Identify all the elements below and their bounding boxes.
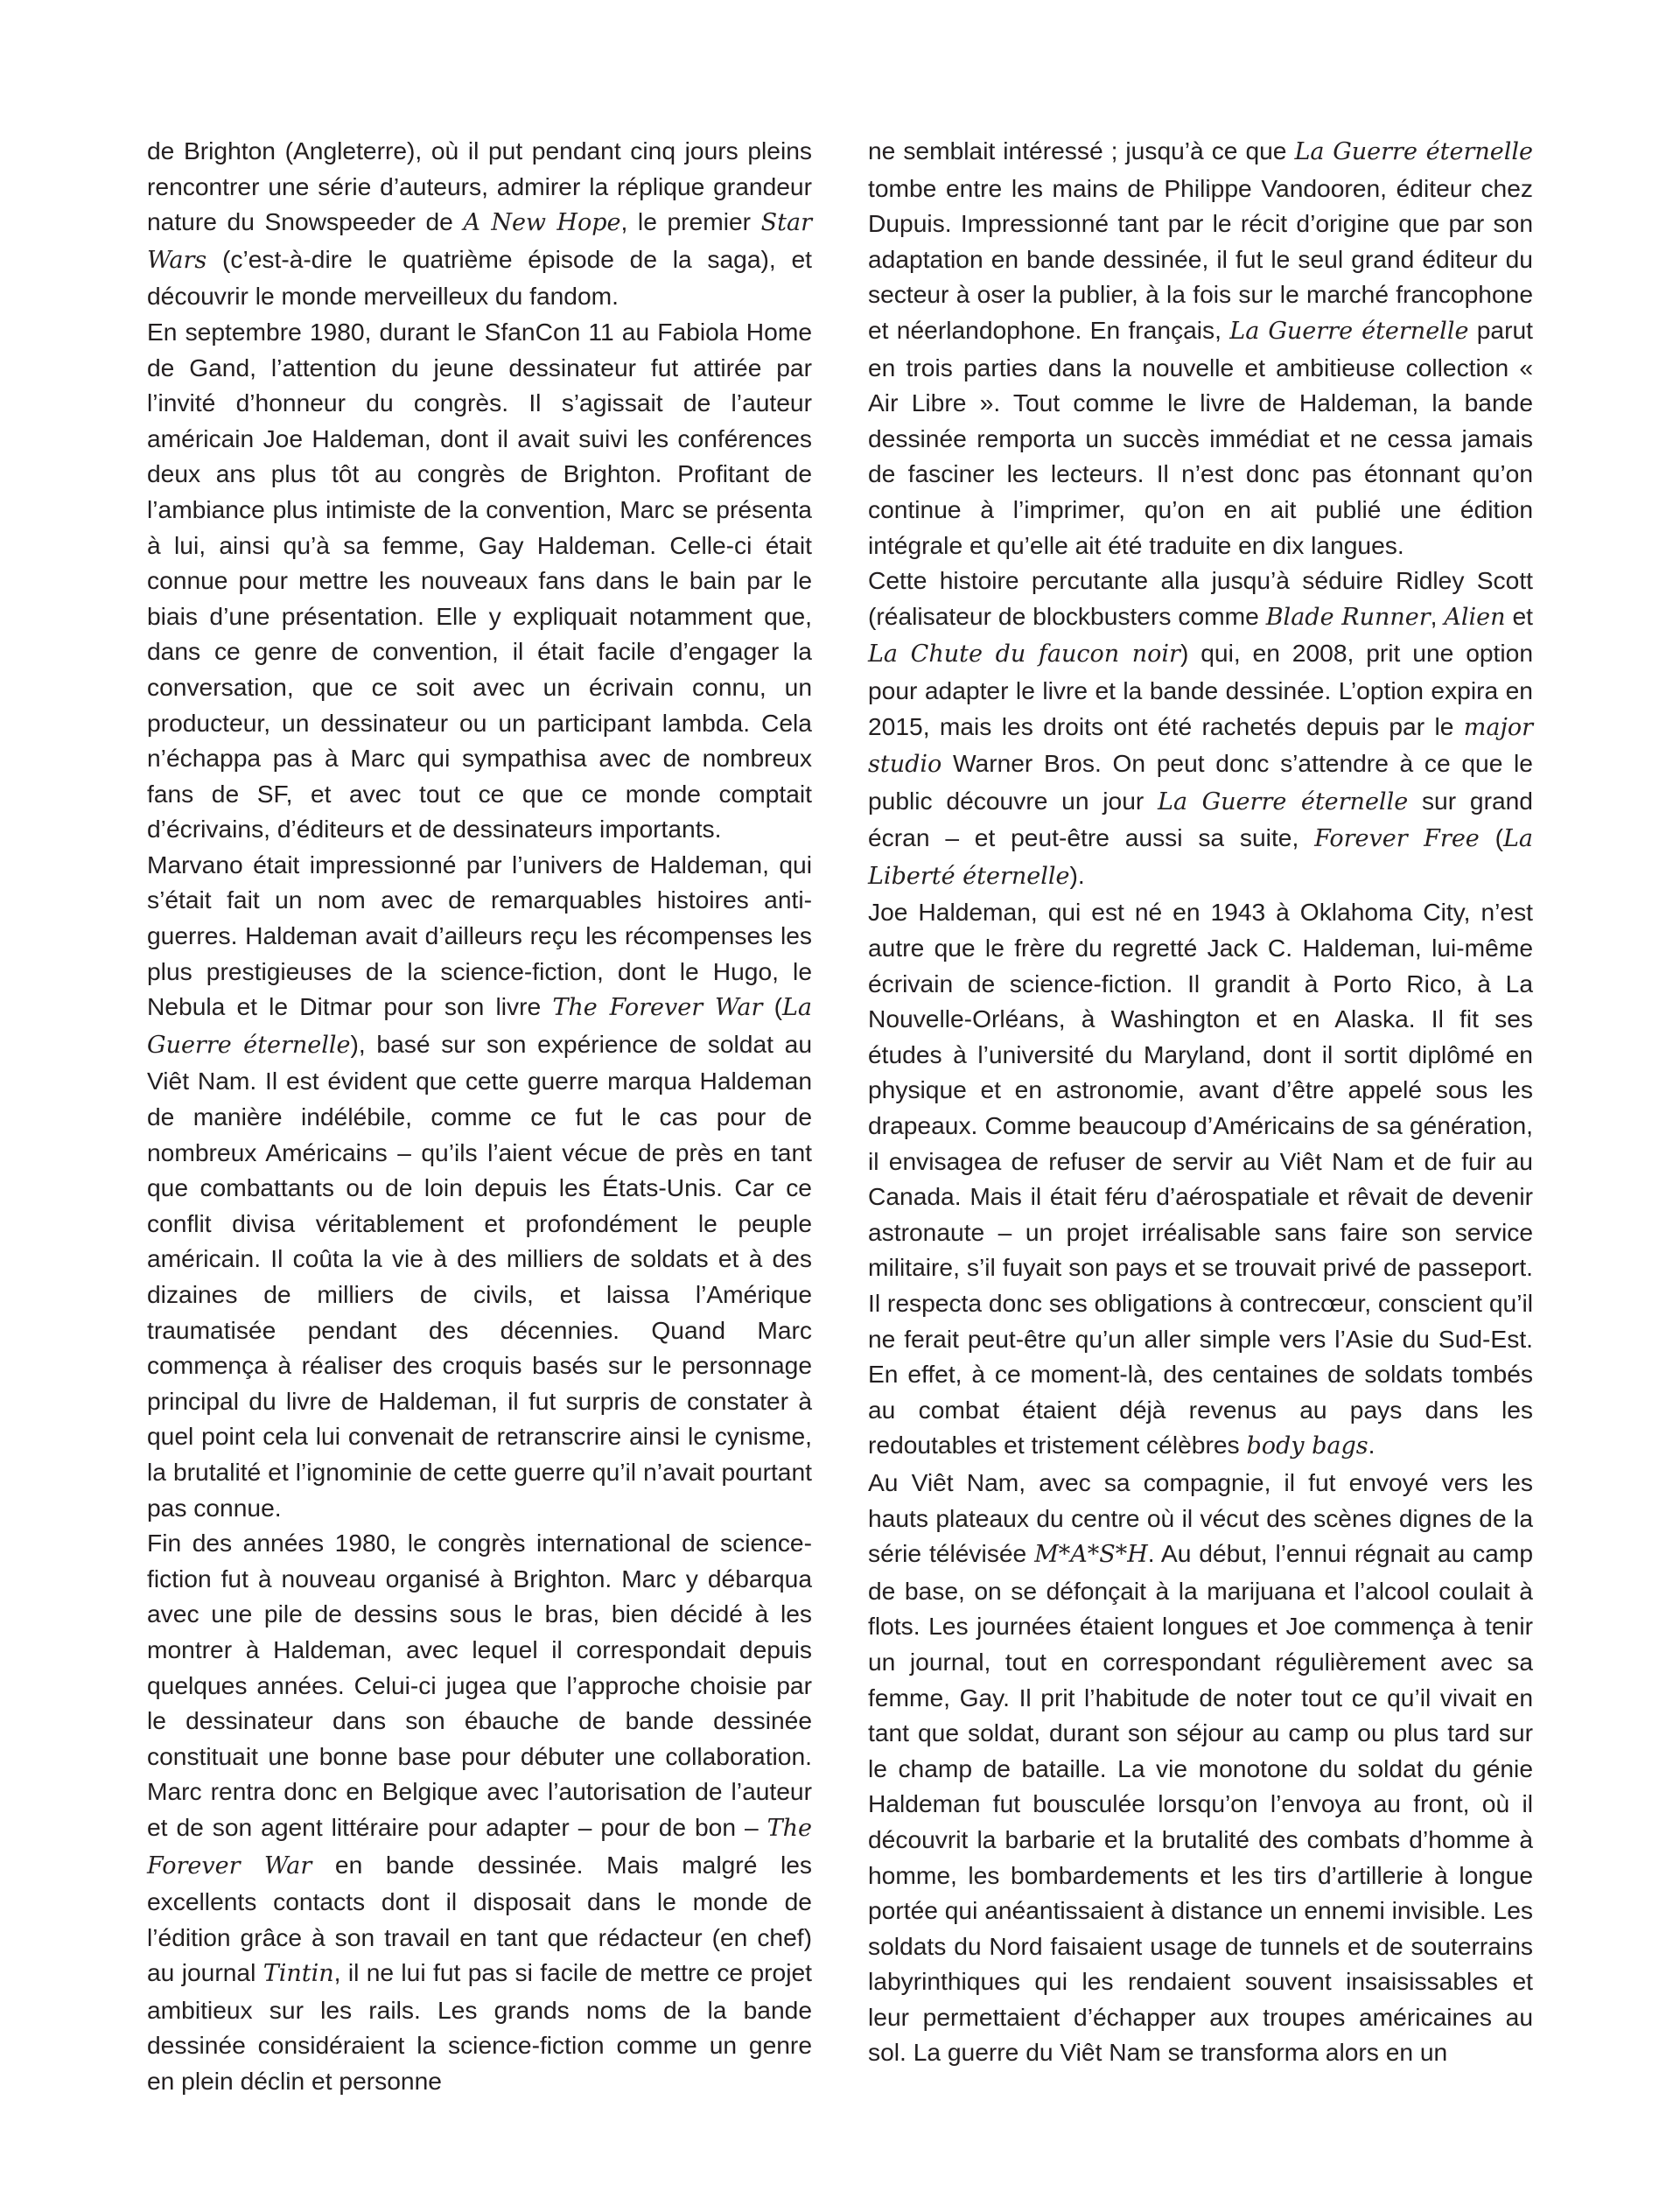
left-paragraph-4	[147, 1525, 812, 2099]
text-run: de Brighton (Angleterre), où il put pendant cinq jours pleins rencontrer une série d’auteurs, admirer la réplique grandeur nature du Snowspeeder de	[147, 136, 812, 236]
text-run: (	[1479, 823, 1503, 852]
text-run: Fin des années 1980, le congrès international de science-fiction fut à nouveau organisé à Brighton. Marc y débarqua avec une pile de dessins sous le bras, bien décidé à les montrer à Haldeman, avec lequel il correspondait depuis quelques années. Celui-ci jugea que l’approche choisie par le dessinateur dans son ébauche de bande dessinée constituait une bonne base pour débuter une collaboration. Marc rentra donc en Belgique avec l’autorisation de l’auteur et de son agent littéraire pour adapter – pour de bon –	[147, 1529, 812, 1841]
right-paragraph-1	[868, 133, 1533, 563]
italic-title: Star Wars	[147, 209, 812, 274]
italic-title: Tintin	[262, 1960, 334, 1988]
italic-title: La Guerre éternelle	[1294, 138, 1533, 165]
text-run: ), basé sur son expérience de soldat au Viêt Nam. Il est évident que cette guerre marqua Haldeman de manière indélébile, comme ce fut le cas pour de nombreux Américains – qu’ils l’aient vécue de près en tant que combattants ou de loin depuis les États-Unis. Car ce conflit divisa véritablement et profondément le peuple américain. Il coûta la vie à des milliers de soldats et à des dizaines de milliers de civils, et laissa l’Amérique traumatisée pendant des décennies. Quand Marc commença à réaliser des croquis basés sur le personnage principal du livre de Haldeman, il fut surpris de constater à quel point cela lui convenait de retranscrire ainsi le cynisme, la brutalité et l’ignominie de cette guerre qu’il n’avait pourtant pas connue.	[147, 1029, 812, 1522]
right-column	[868, 133, 1533, 2070]
text-run: .	[1368, 1431, 1376, 1460]
text-run: , il ne lui fut pas si facile de mettre ce projet ambitieux sur les rails. Les grands noms de la bande dessinée considéraient la science-fiction comme un genre en plein déclin et personne	[147, 1958, 812, 2096]
italic-title: Forever Free	[1314, 825, 1480, 853]
left-column	[147, 133, 812, 2099]
italic-title: La Guerre éternelle	[1158, 788, 1409, 816]
italic-title: La Guerre éternelle	[147, 994, 812, 1059]
italic-title: M*A*S*H	[1034, 1541, 1148, 1569]
italic-title: La Chute du faucon noir	[868, 640, 1180, 668]
right-paragraph-2	[868, 563, 1533, 894]
italic-title: La Liberté éternelle	[868, 825, 1534, 890]
italic-term: body bags	[1246, 1432, 1368, 1460]
text-run: Warner Bros. On peut donc s’attendre à ce que le public découvre un jour	[868, 749, 1533, 815]
text-run: tombe entre les mains de Philippe Vandooren, éditeur chez Dupuis. Impressionné tant par le récit d’origine que par son adaptation en bande dessinée, il fut le seul grand éditeur du secteur à oser la publier, à la fois sur le marché francophone et néerlandophone. En français,	[868, 173, 1533, 344]
text-run: ne semblait intéressé ; jusqu’à ce que	[868, 136, 1295, 164]
italic-title: Alien	[1444, 603, 1506, 631]
italic-title: Blade Runner	[1265, 603, 1431, 631]
text-run: . Au début, l’ennui régnait au camp de base, on se défonçait à la marijuana et l’alcool coulait à flots. Les journées étaient longues et Joe commença à tenir un journal, tout en correspondant régulièrement avec sa femme, Gay. Il prit l’habitude de noter tout ce qu’il vivait en tant que soldat, durant son séjour au camp ou plus tard sur le champ de bataille. La vie monotone du soldat du génie Haldeman fut bousculée lorsqu’on l’envoya au front, où il découvrit la barbarie et la brutalité des combats d’homme à homme, les bombardements et les tirs d’artillerie à longue portée qui anéantissaient à distance un ennemi invisible. Les soldats du Nord faisaient usage de tunnels et de souterrains labyrinthiques qui les rendaient souvent insaisissables et leur permettaient d’échapper aux troupes américaines au sol. La guerre du Viêt Nam se transforma alors en un	[868, 1539, 1533, 2067]
text-run: Au Viêt Nam, avec sa compagnie, il fut envoyé vers les hauts plateaux du centre où il vécut des scènes dignes de la série télévisée	[868, 1467, 1533, 1568]
left-paragraph-2: En septembre 1980, durant le SfanCon 11 au Fabiola Home de Gand, l’attention du jeune dessinateur fut attirée par l’invité d’honneur du congrès. Il s’agissait de l’auteur américain Joe Haldeman, dont il avait suivi les conférences deux ans plus tôt au congrès de Brighton. Profitant de l’ambiance plus intimiste de la convention, Marc se présenta à lui, ainsi qu’à sa femme, Gay Haldeman. Celle-ci était connue pour mettre les nouveaux fans dans le bain par le biais d’une présentation. Elle y expliquait notamment que, dans ce genre de convention, il était facile d’engager la conversation, que ce soit avec un écrivain connu, un producteur, un dessinateur ou un participant lambda. Cela n’échappa pas à Marc qui sympathisa avec de nombreux fans de SF, et avec tout ce que ce monde comptait d’écrivains, d’éditeurs et de dessinateurs importants.	[147, 317, 812, 844]
italic-title: The Forever War	[147, 1814, 812, 1880]
text-run: Marvano était impressionné par l’univers de Haldeman, qui s’était fait un nom avec de remarquables histoires anti-guerres. Haldeman avait d’ailleurs reçu les récompenses les plus prestigieuses de la science-fiction, dont le Hugo, le Nebula et le Ditmar pour son livre	[147, 850, 812, 1021]
text-run: Joe Haldeman, qui est né en 1943 à Oklahoma City, n’est autre que le frère du regretté Jack C. Haldeman, lui-même écrivain de science-fiction. Il grandit à Porto Rico, à La Nouvelle-Orléans, à Washington et en Alaska. Il fit ses études à l’université du Maryland, dont il sortit diplômé en physique et en astronomie, avant d’être appelé sous les drapeaux. Comme beaucoup d’Américains de sa génération, il envisagea de refuser de servir au Viêt Nam et de fuir au Canada. Mais il était féru d’aérospatiale et rêvait de devenir astronaute – un projet irréalisable sans faire son service militaire, s’il fuyait son pays et se trouvait privé de passeport. Il respecta donc ses obligations à contrecœur, conscient qu’il ne ferait peut-être qu’un aller simple vers l’Asie du Sud-Est. En effet, à ce moment-là, des centaines de soldats tombés au combat étaient déjà revenus au pays dans les redoutables et tristement célèbres	[868, 898, 1533, 1460]
italic-title: The Forever War	[552, 994, 763, 1022]
italic-title: La Guerre éternelle	[1229, 317, 1469, 345]
text-run: parut en trois parties dans la nouvelle et ambitieuse collection « Air Libre ». Tout comme le livre de Haldeman, la bande dessinée remporta un succès immédiat et ne cessa jamais de fasciner les lecteurs. Il n’est donc pas étonnant qu’on continue à l’imprimer, qu’on en ait publié une édition intégrale et qu’elle ait été traduite en dix langues.	[868, 315, 1533, 559]
text-run: ).	[1069, 860, 1085, 889]
text-run: ) qui, en 2008, prit une option pour adapter le livre et la bande dessinée. L’option expira en 2015, mais les droits ont été rachetés depuis par le	[868, 639, 1533, 740]
italic-title: A New Hope	[463, 209, 621, 237]
text-run: et	[1505, 601, 1533, 630]
text-run: ,	[1430, 601, 1445, 630]
text-run: sur grand écran – et peut-être aussi sa suite,	[868, 786, 1533, 852]
text-run: Cette histoire percutante alla jusqu’à séduire Ridley Scott (réalisateur de blockbusters comme	[868, 566, 1533, 630]
text-run: , le premier	[620, 207, 761, 236]
text-run: (c’est-à-dire le quatrième épisode de la saga), et découvrir le monde merveilleux du fandom.	[147, 244, 812, 311]
left-paragraph-3	[147, 847, 812, 1525]
left-paragraph-1	[147, 133, 812, 314]
right-paragraph-3	[868, 894, 1533, 1465]
italic-term: major studio	[868, 713, 1533, 779]
right-paragraph-4	[868, 1465, 1533, 2070]
text-run: en bande dessinée. Mais malgré les excellents contacts dont il disposait dans le monde de l’édition grâce à son travail en tant que rédacteur (en chef) au journal	[147, 1850, 812, 1987]
text-run: (	[762, 992, 782, 1021]
